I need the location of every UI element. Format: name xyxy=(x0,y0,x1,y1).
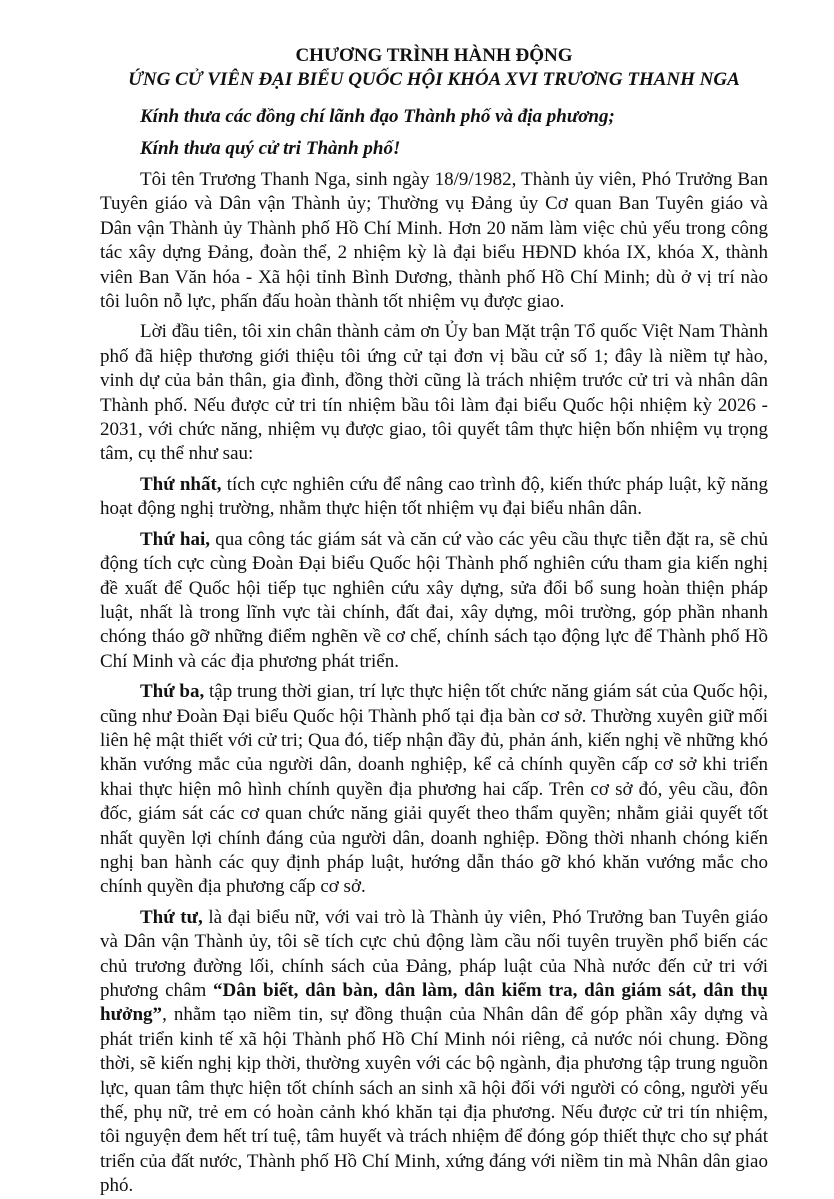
task-1-text: tích cực nghiên cứu để nâng cao trình độ, kiến thức pháp luật, kỹ năng hoạt động nghị trường, nhằm thực hiện tốt nhiệm vụ đại biểu nhân dân. xyxy=(100,473,768,520)
task-4-text-a: là đại biểu nữ, với vai trò là Thành ủy viên, Phó Trưởng ban Tuyên giáo và Dân vận Thành ủy, tôi sẽ tích cực chủ động làm cầu nối tuyên truyền phổ biến các chủ trương đường lối, chính sách của Đảng, pháp luật của Nhà nước đến cử tri với phương châm xyxy=(100,906,768,1001)
task-3-lead: Thứ ba, xyxy=(140,681,205,703)
task-2-lead: Thứ hai, xyxy=(140,528,211,550)
task-3-text: tập trung thời gian, trí lực thực hiện tốt chức năng giám sát của Quốc hội, cũng như Đoàn Đại biểu Quốc hội Thành phố tại địa bàn cơ sở. Thường xuyên giữ mối liên hệ mật thiết với cử tri; Qua đó, tiếp nhận đầy đủ, phản ánh, kiến nghị về những khó khăn vướng mắc của người dân, doanh nghiệp, kể cả chính quyền cấp cơ sở khi triển khai thực hiện mô hình chính quyền địa phương hai cấp. Trên cơ sở đó, yêu cầu, đôn đốc, giám sát các cơ quan chức năng giải quyết theo thẩm quyền; nhằm giải quyết tốt nhất quyền lợi chính đáng của người dân, doanh nghiệp. Đồng thời nhanh chóng kiến nghị ban hành các quy định pháp luật, hướng dẫn tháo gỡ khó khăn vướng mắc cho chính quyền địa phương cấp cơ sở. xyxy=(100,681,768,898)
salutation-leaders: Kính thưa các đồng chí lãnh đạo Thành phố và địa phương; xyxy=(140,106,615,127)
salutation-voters: Kính thưa quý cử tri Thành phố! xyxy=(140,138,401,159)
document-subtitle: ỨNG CỬ VIÊN ĐẠI BIỂU QUỐC HỘI KHÓA XVI TRƯƠNG THANH NGA xyxy=(128,69,740,90)
task-4-lead: Thứ tư, xyxy=(140,906,203,928)
task-2-text: qua công tác giám sát và căn cứ vào các yêu cầu thực tiễn đặt ra, sẽ chủ động tích cực cùng Đoàn Đại biểu Quốc hội Thành phố nghiên cứu tham gia kiến nghị đề xuất để Quốc hội tiếp tục nghiên cứu xây dựng, sửa đổi bổ sung hoàn thiện pháp luật, nhất là trong lĩnh vực tài chính, đất đai, xây dựng, môi trường, góp phần nhanh chóng tháo gỡ những điểm nghẽn về cơ chế, chính sách tạo động lực để Thành phố Hồ Chí Minh và các địa phương phát triển. xyxy=(100,528,768,672)
task-3-paragraph xyxy=(100,680,768,900)
thanks-paragraph: Lời đầu tiên, tôi xin chân thành cảm ơn Ủy ban Mặt trận Tổ quốc Việt Nam Thành phố đã hiệp thương giới thiệu tôi ứng cử tại đơn vị bầu cử số 1; đây là niềm tự hào, vinh dự của bản thân, gia đình, đồng thời cũng là trách nhiệm trước cử tri và nhân dân Thành phố. Nếu được cử tri tín nhiệm bầu tôi làm đại biểu Quốc hội nhiệm kỳ 2026 - 2031, với chức năng, nhiệm vụ được giao, tôi quyết tâm thực hiện bốn nhiệm vụ trọng tâm, cụ thể như sau: xyxy=(100,321,768,465)
intro-paragraph: Tôi tên Trương Thanh Nga, sinh ngày 18/9/1982, Thành ủy viên, Phó Trưởng Ban Tuyên giáo và Dân vận Thành ủy; Thường vụ Đảng ủy Cơ quan Ban Tuyên giáo và Dân vận Thành ủy Thành phố Hồ Chí Minh. Hơn 20 năm làm việc chủ yếu trong công tác xây dựng Đảng, đoàn thể, 2 nhiệm kỳ là đại biểu HĐND khóa IX, khóa X, thành viên Ban Văn hóa - Xã hội tỉnh Bình Dương, thành phố Hồ Chí Minh; dù ở vị trí nào tôi luôn nỗ lực, phấn đấu hoàn thành tốt nhiệm vụ được giao. xyxy=(100,169,768,313)
task-1-lead: Thứ nhất, xyxy=(140,473,222,495)
task-1-paragraph xyxy=(100,473,768,522)
task-4-motto: “Dân biết, dân bàn, dân làm, dân kiểm tra, dân giám sát, dân thụ hưởng” xyxy=(100,980,768,1026)
task-2-paragraph xyxy=(100,528,768,674)
task-4-paragraph xyxy=(100,906,768,1199)
task-4-text-b: , nhằm tạo niềm tin, sự đồng thuận của Nhân dân để góp phần xây dựng và phát triển kinh tế xã hội Thành phố Hồ Chí Minh nói riêng, cả nước nói chung. Đồng thời, sẽ kiến nghị kịp thời, thường xuyên với các bộ ngành, địa phương tập trung nguồn lực, quan tâm thực hiện tốt chính sách an sinh xã hội đối với người có công, người yếu thế, phụ nữ, trẻ em có hoàn cảnh khó khăn tại địa phương. Nếu được cử tri tín nhiệm, tôi nguyện đem hết trí tuệ, tâm huyết và trách nhiệm để đóng góp thiết thực cho sự phát triển của đất nước, Thành phố Hồ Chí Minh, xứng đáng với niềm tin mà Nhân dân giao phó. xyxy=(100,1004,768,1197)
document-title: CHƯƠNG TRÌNH HÀNH ĐỘNG xyxy=(295,45,573,66)
